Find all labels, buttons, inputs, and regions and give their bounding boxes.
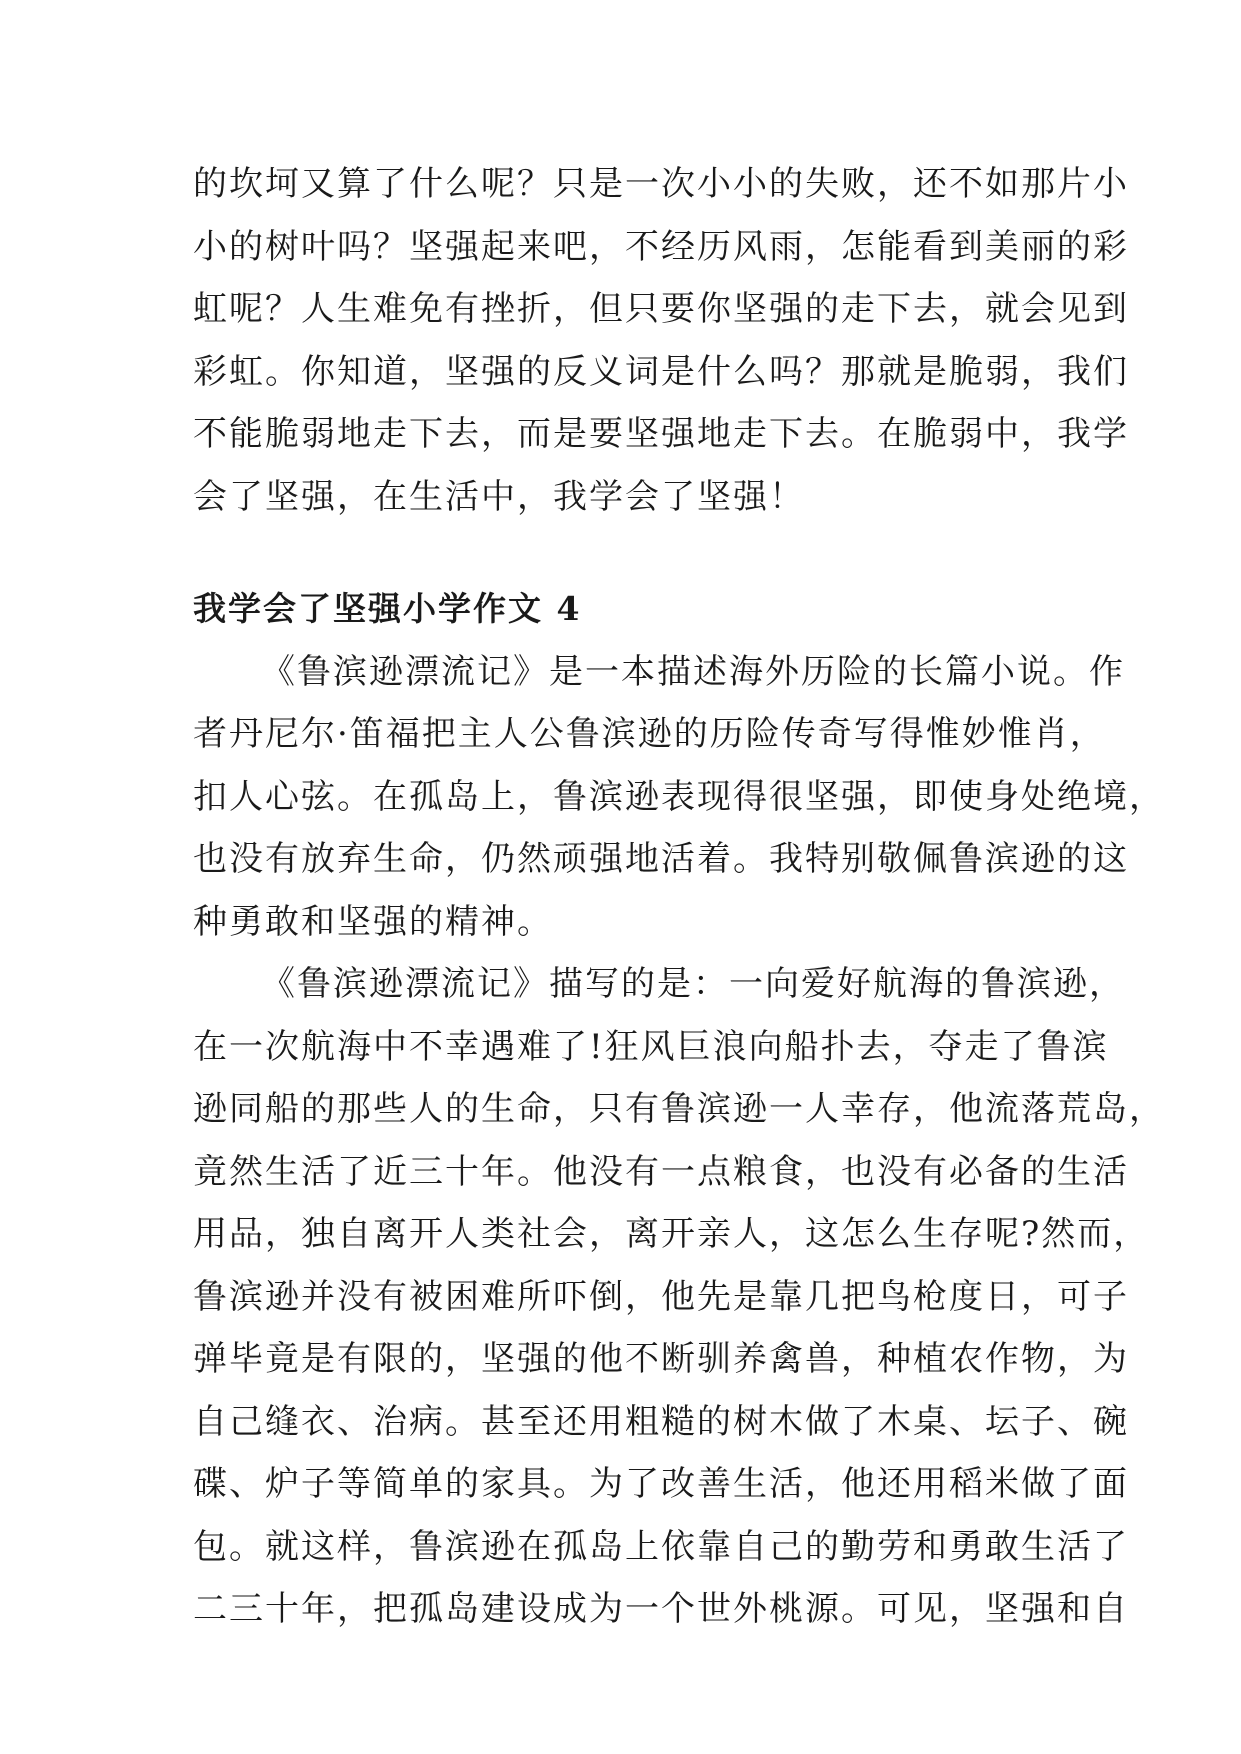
text-line: 小的树叶吗？坚强起来吧，不经历风雨，怎能看到美丽的彩 <box>193 226 1129 267</box>
text-line: 《鲁滨逊漂流记》描写的是：一向爱好航海的鲁滨逊， <box>261 964 1125 1004</box>
text-line: 鲁滨逊并没有被困难所吓倒，他先是靠几把鸟枪度日，可子 <box>193 1276 1129 1317</box>
text-line: 虹呢？人生难免有挫折，但只要你坚强的走下去，就会见到 <box>193 289 1129 329</box>
text-line: 竟然生活了近三十年。他没有一点粮食，也没有必备的生活 <box>193 1151 1129 1192</box>
text-line: 种勇敢和坚强的精神。 <box>193 901 553 942</box>
text-line: 扣人心弦。在孤岛上，鲁滨逊表现得很坚强，即使身处绝境， <box>193 776 1165 817</box>
section-title: 我学会了坚强小学作文 4 <box>193 589 582 628</box>
text-line: 包。就这样，鲁滨逊在孤岛上依靠自己的勤劳和勇敢生活了 <box>193 1526 1129 1567</box>
paragraph-1 <box>193 641 1165 954</box>
text-line: 二三十年，把孤岛建设成为一个世外桃源。可见，坚强和自 <box>193 1589 1129 1629</box>
document-content <box>193 153 1165 1641</box>
text-line: 用品，独自离开人类社会，离开亲人，这怎么生存呢?然而， <box>193 1214 1150 1254</box>
text-line: 不能脆弱地走下去，而是要坚强地走下去。在脆弱中，我学 <box>193 414 1129 454</box>
text-line: 会了坚强，在生活中，我学会了坚强！ <box>193 476 805 517</box>
text-line: 在一次航海中不幸遇难了!狂风巨浪向船扑去，夺走了鲁滨 <box>193 1026 1109 1067</box>
paragraph-2 <box>193 953 1165 1641</box>
text-line: 自己缝衣、治病。甚至还用粗糙的树木做了木桌、坛子、碗 <box>193 1401 1129 1442</box>
text-line: 者丹尼尔·笛福把主人公鲁滨逊的历险传奇写得惟妙惟肖， <box>193 714 1106 754</box>
text-line: 也没有放弃生命，仍然顽强地活着。我特别敬佩鲁滨逊的这 <box>193 839 1129 879</box>
text-line: 彩虹。你知道，坚强的反义词是什么吗？那就是脆弱，我们 <box>193 351 1129 392</box>
text-line: 逊同船的那些人的生命，只有鲁滨逊一人幸存，他流落荒岛， <box>193 1089 1165 1129</box>
text-line: 弹毕竟是有限的，坚强的他不断驯养禽兽，种植农作物，为 <box>193 1339 1129 1379</box>
text-line: 《鲁滨逊漂流记》是一本描述海外历险的长篇小说。作 <box>261 651 1125 692</box>
carryover-paragraph <box>193 153 1129 528</box>
text-line: 的坎坷又算了什么呢？只是一次小小的失败，还不如那片小 <box>193 164 1129 204</box>
text-line: 碟、炉子等简单的家具。为了改善生活，他还用稻米做了面 <box>193 1464 1129 1504</box>
